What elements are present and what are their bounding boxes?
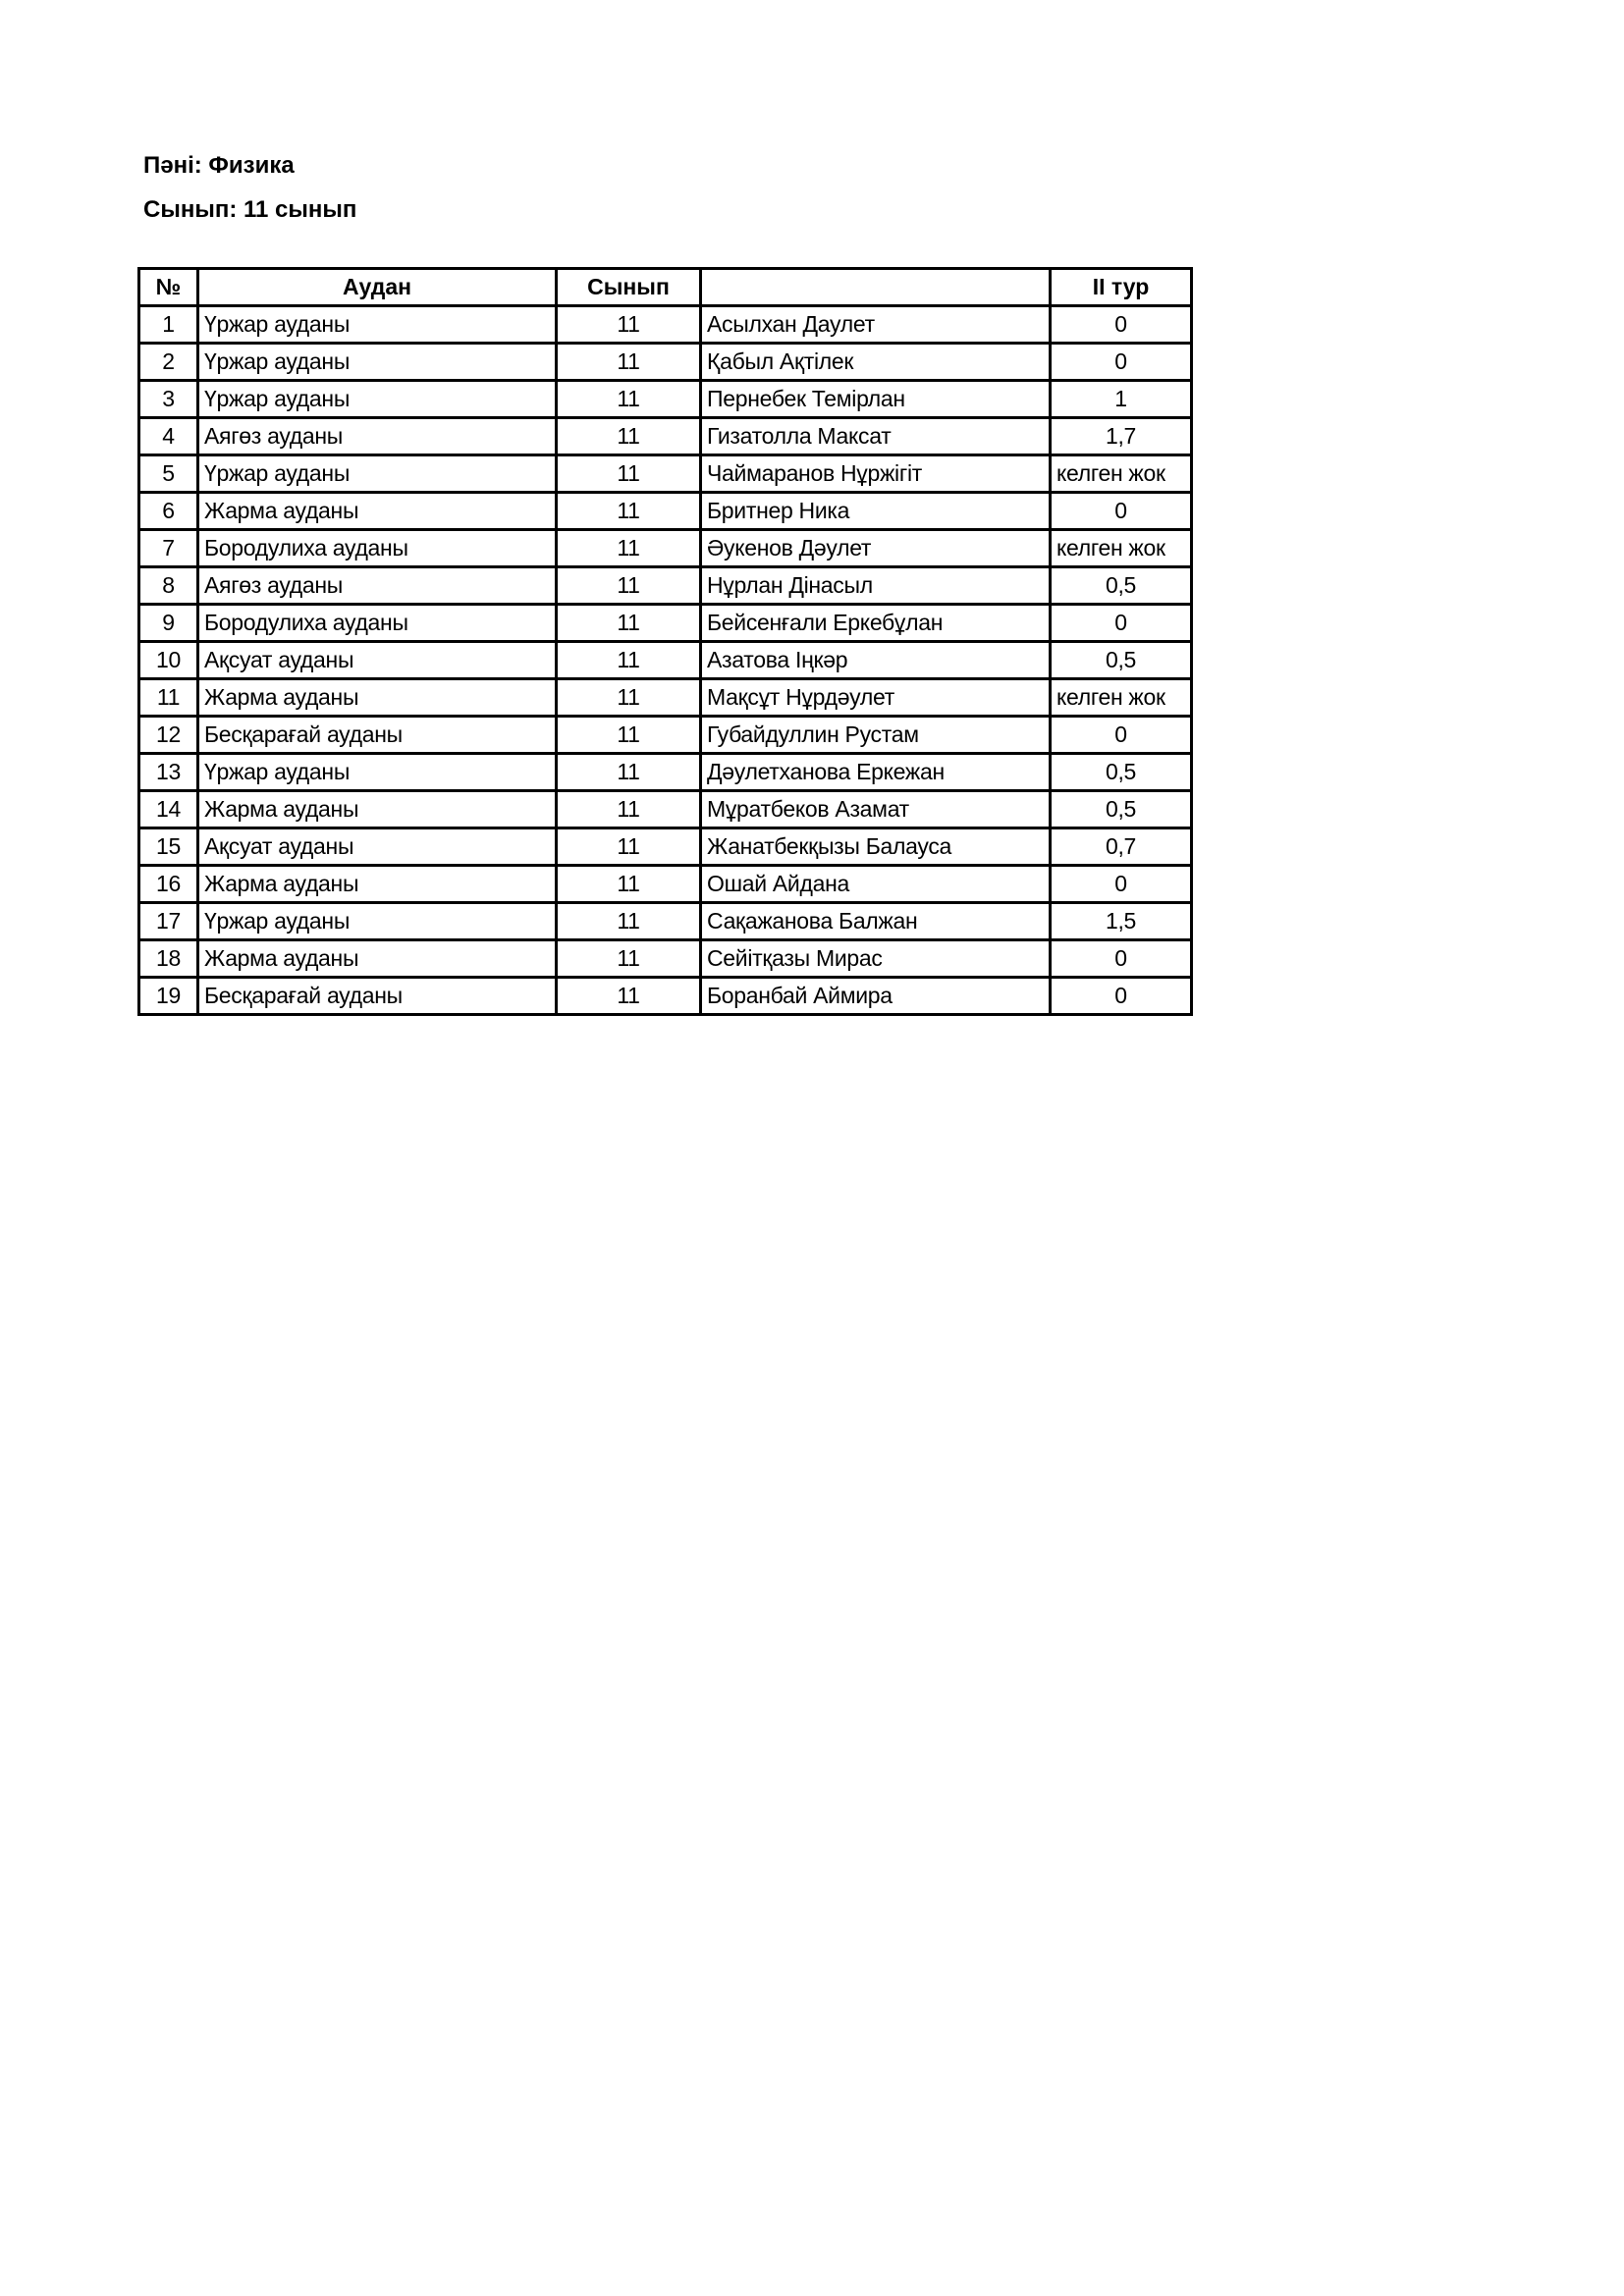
cell-district: Ақсуат ауданы <box>198 828 557 866</box>
cell-name: Сақажанова Балжан <box>701 903 1051 940</box>
cell-district: Ақсуат ауданы <box>198 642 557 679</box>
cell-name: Дәулетханова Еркежан <box>701 754 1051 791</box>
cell-number: 4 <box>139 418 198 455</box>
cell-district: Үржар ауданы <box>198 903 557 940</box>
table-row <box>139 978 1192 1015</box>
col-header-round2: II тур <box>1051 269 1192 306</box>
cell-name: Мақсұт Нұрдәулет <box>701 679 1051 717</box>
cell-name: Боранбай Аймира <box>701 978 1051 1015</box>
cell-district: Жарма ауданы <box>198 866 557 903</box>
cell-number: 19 <box>139 978 198 1015</box>
cell-name: Әукенов Дәулет <box>701 530 1051 567</box>
table-row <box>139 567 1192 605</box>
cell-score: 0 <box>1051 940 1192 978</box>
cell-name: Бритнер Ника <box>701 493 1051 530</box>
table-row <box>139 493 1192 530</box>
table-row <box>139 828 1192 866</box>
cell-district: Бесқарағай ауданы <box>198 978 557 1015</box>
table-row <box>139 381 1192 418</box>
cell-number: 9 <box>139 605 198 642</box>
table-row <box>139 418 1192 455</box>
cell-grade: 11 <box>557 903 701 940</box>
cell-district: Бородулиха ауданы <box>198 530 557 567</box>
table-row <box>139 642 1192 679</box>
table-row <box>139 530 1192 567</box>
cell-grade: 11 <box>557 791 701 828</box>
cell-name: Жанатбекқызы Балауса <box>701 828 1051 866</box>
cell-grade: 11 <box>557 642 701 679</box>
cell-number: 2 <box>139 344 198 381</box>
table-row <box>139 940 1192 978</box>
table-row <box>139 717 1192 754</box>
table-row <box>139 903 1192 940</box>
cell-grade: 11 <box>557 344 701 381</box>
cell-grade: 11 <box>557 455 701 493</box>
cell-grade: 11 <box>557 605 701 642</box>
cell-name: Қабыл Ақтілек <box>701 344 1051 381</box>
cell-district: Үржар ауданы <box>198 381 557 418</box>
cell-number: 3 <box>139 381 198 418</box>
table-row <box>139 866 1192 903</box>
cell-name: Бейсенғали Еркебұлан <box>701 605 1051 642</box>
cell-number: 11 <box>139 679 198 717</box>
cell-number: 7 <box>139 530 198 567</box>
cell-grade: 11 <box>557 940 701 978</box>
cell-number: 6 <box>139 493 198 530</box>
cell-name: Асылхан Даулет <box>701 306 1051 344</box>
results-table <box>137 267 1193 1016</box>
cell-district: Үржар ауданы <box>198 344 557 381</box>
cell-score: 0 <box>1051 717 1192 754</box>
cell-number: 14 <box>139 791 198 828</box>
cell-score: 0,5 <box>1051 567 1192 605</box>
cell-score: 0 <box>1051 866 1192 903</box>
cell-number: 10 <box>139 642 198 679</box>
cell-grade: 11 <box>557 381 701 418</box>
cell-grade: 11 <box>557 717 701 754</box>
cell-district: Үржар ауданы <box>198 754 557 791</box>
cell-score: 1,7 <box>1051 418 1192 455</box>
cell-district: Жарма ауданы <box>198 791 557 828</box>
cell-grade: 11 <box>557 306 701 344</box>
cell-name: Нұрлан Дінасыл <box>701 567 1051 605</box>
cell-number: 13 <box>139 754 198 791</box>
col-header-district: Аудан <box>198 269 557 306</box>
table-header-row <box>139 269 1192 306</box>
cell-district: Жарма ауданы <box>198 493 557 530</box>
cell-score: 0 <box>1051 493 1192 530</box>
table-row <box>139 605 1192 642</box>
cell-name: Сейітқазы Мирас <box>701 940 1051 978</box>
col-header-grade: Сынып <box>557 269 701 306</box>
cell-name: Чаймаранов Нұржігіт <box>701 455 1051 493</box>
cell-score: 0 <box>1051 978 1192 1015</box>
cell-score: 0,5 <box>1051 791 1192 828</box>
table-row <box>139 455 1192 493</box>
col-header-number: № <box>139 269 198 306</box>
cell-district: Үржар ауданы <box>198 306 557 344</box>
cell-grade: 11 <box>557 679 701 717</box>
cell-grade: 11 <box>557 754 701 791</box>
document-titles <box>143 143 356 232</box>
subject-title: Пәні: Физика <box>143 152 295 179</box>
col-header-name <box>701 269 1051 306</box>
cell-number: 5 <box>139 455 198 493</box>
class-title: Сынып: 11 сынып <box>143 196 357 223</box>
cell-score: келген жок <box>1051 679 1192 717</box>
cell-grade: 11 <box>557 530 701 567</box>
cell-name: Губайдуллин Рустам <box>701 717 1051 754</box>
cell-grade: 11 <box>557 567 701 605</box>
cell-number: 17 <box>139 903 198 940</box>
cell-district: Бородулиха ауданы <box>198 605 557 642</box>
cell-number: 16 <box>139 866 198 903</box>
cell-name: Пернебек Темірлан <box>701 381 1051 418</box>
cell-district: Аягөз ауданы <box>198 418 557 455</box>
table-row <box>139 791 1192 828</box>
cell-score: келген жок <box>1051 530 1192 567</box>
cell-score: 0 <box>1051 306 1192 344</box>
cell-score: 1,5 <box>1051 903 1192 940</box>
cell-grade: 11 <box>557 493 701 530</box>
cell-district: Аягөз ауданы <box>198 567 557 605</box>
cell-district: Жарма ауданы <box>198 940 557 978</box>
cell-score: 0 <box>1051 344 1192 381</box>
cell-name: Азатова Іңкәр <box>701 642 1051 679</box>
cell-grade: 11 <box>557 418 701 455</box>
cell-grade: 11 <box>557 866 701 903</box>
cell-name: Ошай Айдана <box>701 866 1051 903</box>
cell-number: 12 <box>139 717 198 754</box>
cell-score: 0 <box>1051 605 1192 642</box>
table-row <box>139 679 1192 717</box>
table-body <box>139 306 1192 1015</box>
table-row <box>139 306 1192 344</box>
cell-score: 0,5 <box>1051 754 1192 791</box>
cell-score: 0,7 <box>1051 828 1192 866</box>
cell-number: 18 <box>139 940 198 978</box>
cell-grade: 11 <box>557 978 701 1015</box>
cell-number: 15 <box>139 828 198 866</box>
cell-grade: 11 <box>557 828 701 866</box>
cell-district: Үржар ауданы <box>198 455 557 493</box>
table-row <box>139 344 1192 381</box>
cell-score: 1 <box>1051 381 1192 418</box>
cell-score: 0,5 <box>1051 642 1192 679</box>
cell-name: Гизатолла Максат <box>701 418 1051 455</box>
cell-score: келген жок <box>1051 455 1192 493</box>
cell-district: Жарма ауданы <box>198 679 557 717</box>
cell-name: Мұратбеков Азамат <box>701 791 1051 828</box>
cell-district: Бесқарағай ауданы <box>198 717 557 754</box>
cell-number: 8 <box>139 567 198 605</box>
cell-number: 1 <box>139 306 198 344</box>
table-row <box>139 754 1192 791</box>
